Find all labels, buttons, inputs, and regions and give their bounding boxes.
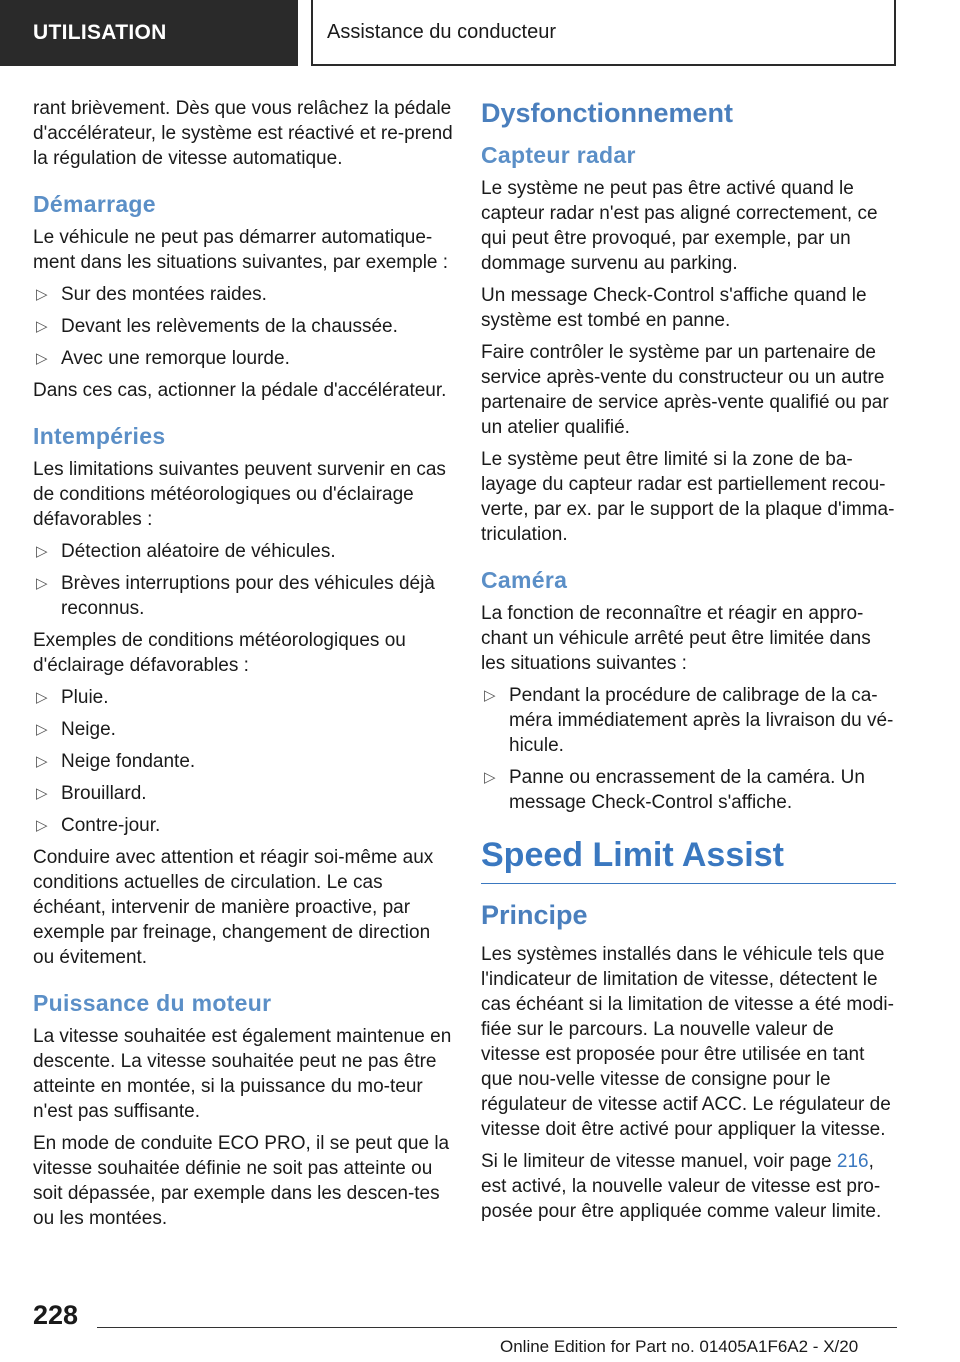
list-item: ▷ Panne ou encrassement de la caméra. Un message Check-Control s'affiche. — [484, 767, 865, 813]
section-tab: UTILISATION — [0, 0, 298, 66]
intemperies-text: Les limitations suivantes peuvent survenir en cas de conditions météorologiques ou d'éclairage défavorables : — [33, 459, 446, 530]
demarrage-text: Le véhicule ne peut pas démarrer automatique-ment dans les situations suivantes, par exemple : — [33, 227, 449, 273]
principe-p1: Les systèmes installés dans le véhicule tels que l'indicateur de limitation de vitesse, détectent le cas échéant si la limitation de vitesse a été modi-fiée sur le parcours. La nouvelle valeur de vitesse est proposée pour être utilisée en tant que nou-velle vitesse de consigne pour le régulateur de vitesse actif ACC. Le régulateur de vitesse doit être activé pour appliquer la vitesse. — [481, 944, 894, 1140]
right-column — [481, 96, 896, 1231]
triangle-bullet-icon: ▷ — [36, 721, 48, 738]
puissance-p2: En mode de conduite ECO PRO, il se peut que la vitesse souhaitée définie ne soit pas atteinte ou soit dépassée, par exemple dans les descen-tes ou les montées. — [33, 1133, 450, 1229]
list-item: ▷ Contre-jour. — [36, 815, 161, 836]
triangle-bullet-icon: ▷ — [36, 318, 48, 335]
camera-list — [481, 683, 896, 815]
triangle-bullet-icon: ▷ — [484, 687, 496, 704]
page-header — [0, 0, 960, 66]
principe-p2: Si le limiteur de vitesse manuel, voir page 216, est activé, la nouvelle valeur de vitesse est pro-posée pour être appliquée comme valeur limite. — [481, 1151, 882, 1222]
page-number: 228 — [33, 1300, 79, 1330]
heading-demarrage: Démarrage — [33, 191, 156, 217]
intemperies-after: Conduire avec attention et réagir soi-même aux conditions actuelles de circulation. Le cas échéant, intervenir de manière proactive, par exemple par freinage, changement de direction ou évitement. — [33, 847, 434, 968]
edition-note: Online Edition for Part no. 01405A1F6A2 - X/20 — [500, 1337, 859, 1356]
list-item: ▷ Devant les relèvements de la chaussée. — [36, 316, 398, 337]
list-item: ▷ Pluie. — [36, 687, 109, 708]
demarrage-list — [33, 282, 453, 371]
radar-p3: Faire contrôler le système par un partenaire de service après-vente du constructeur ou un autre partenaire de service après-vente qualifié ou par un atelier qualifié. — [481, 342, 889, 438]
list-item: ▷ Neige. — [36, 719, 116, 740]
triangle-bullet-icon: ▷ — [484, 769, 496, 786]
list-item: ▷ Neige fondante. — [36, 751, 196, 772]
radar-p2: Un message Check-Control s'affiche quand le système est tombé en panne. — [481, 285, 867, 331]
puissance-p1: La vitesse souhaitée est également maintenue en descente. La vitesse souhaitée peut ne pas être atteinte en montée, si la puissance du mo-teur n'est pas suffisante. — [33, 1026, 452, 1122]
triangle-bullet-icon: ▷ — [36, 785, 48, 802]
page-link[interactable]: 216 — [836, 1151, 869, 1172]
triangle-bullet-icon: ▷ — [36, 817, 48, 834]
camera-text: La fonction de reconnaître et réagir en appro-chant un véhicule arrêté peut être limitée dans les situations suivantes : — [481, 603, 871, 674]
triangle-bullet-icon: ▷ — [36, 753, 48, 770]
list-item: ▷ Brouillard. — [36, 783, 147, 804]
intro-paragraph: rant brièvement. Dès que vous relâchez la pédale d'accélérateur, le système est réactivé et re-prend la régulation de vitesse automatique. — [33, 98, 453, 169]
heading-capteur-radar: Capteur radar — [481, 142, 636, 168]
list-item: ▷ Avec une remorque lourde. — [36, 348, 290, 369]
heading-speed-limit-assist: Speed Limit Assist — [481, 833, 896, 884]
intemperies-list — [33, 539, 453, 621]
heading-intemperies: Intempéries — [33, 423, 166, 449]
heading-puissance: Puissance du moteur — [33, 990, 272, 1016]
radar-p1: Le système ne peut pas être activé quand le capteur radar n'est pas aligné correctement, ce qui peut être provoqué, par exemple, par un dommage survenu au parking. — [481, 178, 878, 274]
triangle-bullet-icon: ▷ — [36, 543, 48, 560]
left-column — [33, 96, 453, 1238]
radar-p4: Le système peut être limité si la zone de ba-layage du capteur radar est partiellement recou-verte, par ex. par le support de la plaque d'imma-triculation. — [481, 449, 895, 545]
triangle-bullet-icon: ▷ — [36, 575, 48, 592]
intemperies-text2: Exemples de conditions météorologiques ou d'éclairage défavorables : — [33, 630, 406, 676]
demarrage-after: Dans ces cas, actionner la pédale d'accélérateur. — [33, 380, 447, 401]
footer-divider — [97, 1327, 897, 1328]
list-item: ▷ Sur des montées raides. — [36, 284, 267, 305]
triangle-bullet-icon: ▷ — [36, 350, 48, 367]
heading-principe: Principe — [481, 900, 588, 930]
list-item: ▷ Pendant la procédure de calibrage de la ca-méra immédiatement après la livraison du vé-hicule. — [484, 685, 894, 756]
triangle-bullet-icon: ▷ — [36, 286, 48, 303]
heading-camera: Caméra — [481, 567, 568, 593]
triangle-bullet-icon: ▷ — [36, 689, 48, 706]
heading-dysfonctionnement: Dysfonctionnement — [481, 98, 734, 128]
list-item: ▷ Brèves interruptions pour des véhicules déjà reconnus. — [36, 573, 435, 619]
chapter-title: Assistance du conducteur — [311, 0, 896, 66]
list-item: ▷ Détection aléatoire de véhicules. — [36, 541, 336, 562]
weather-list — [33, 685, 453, 838]
